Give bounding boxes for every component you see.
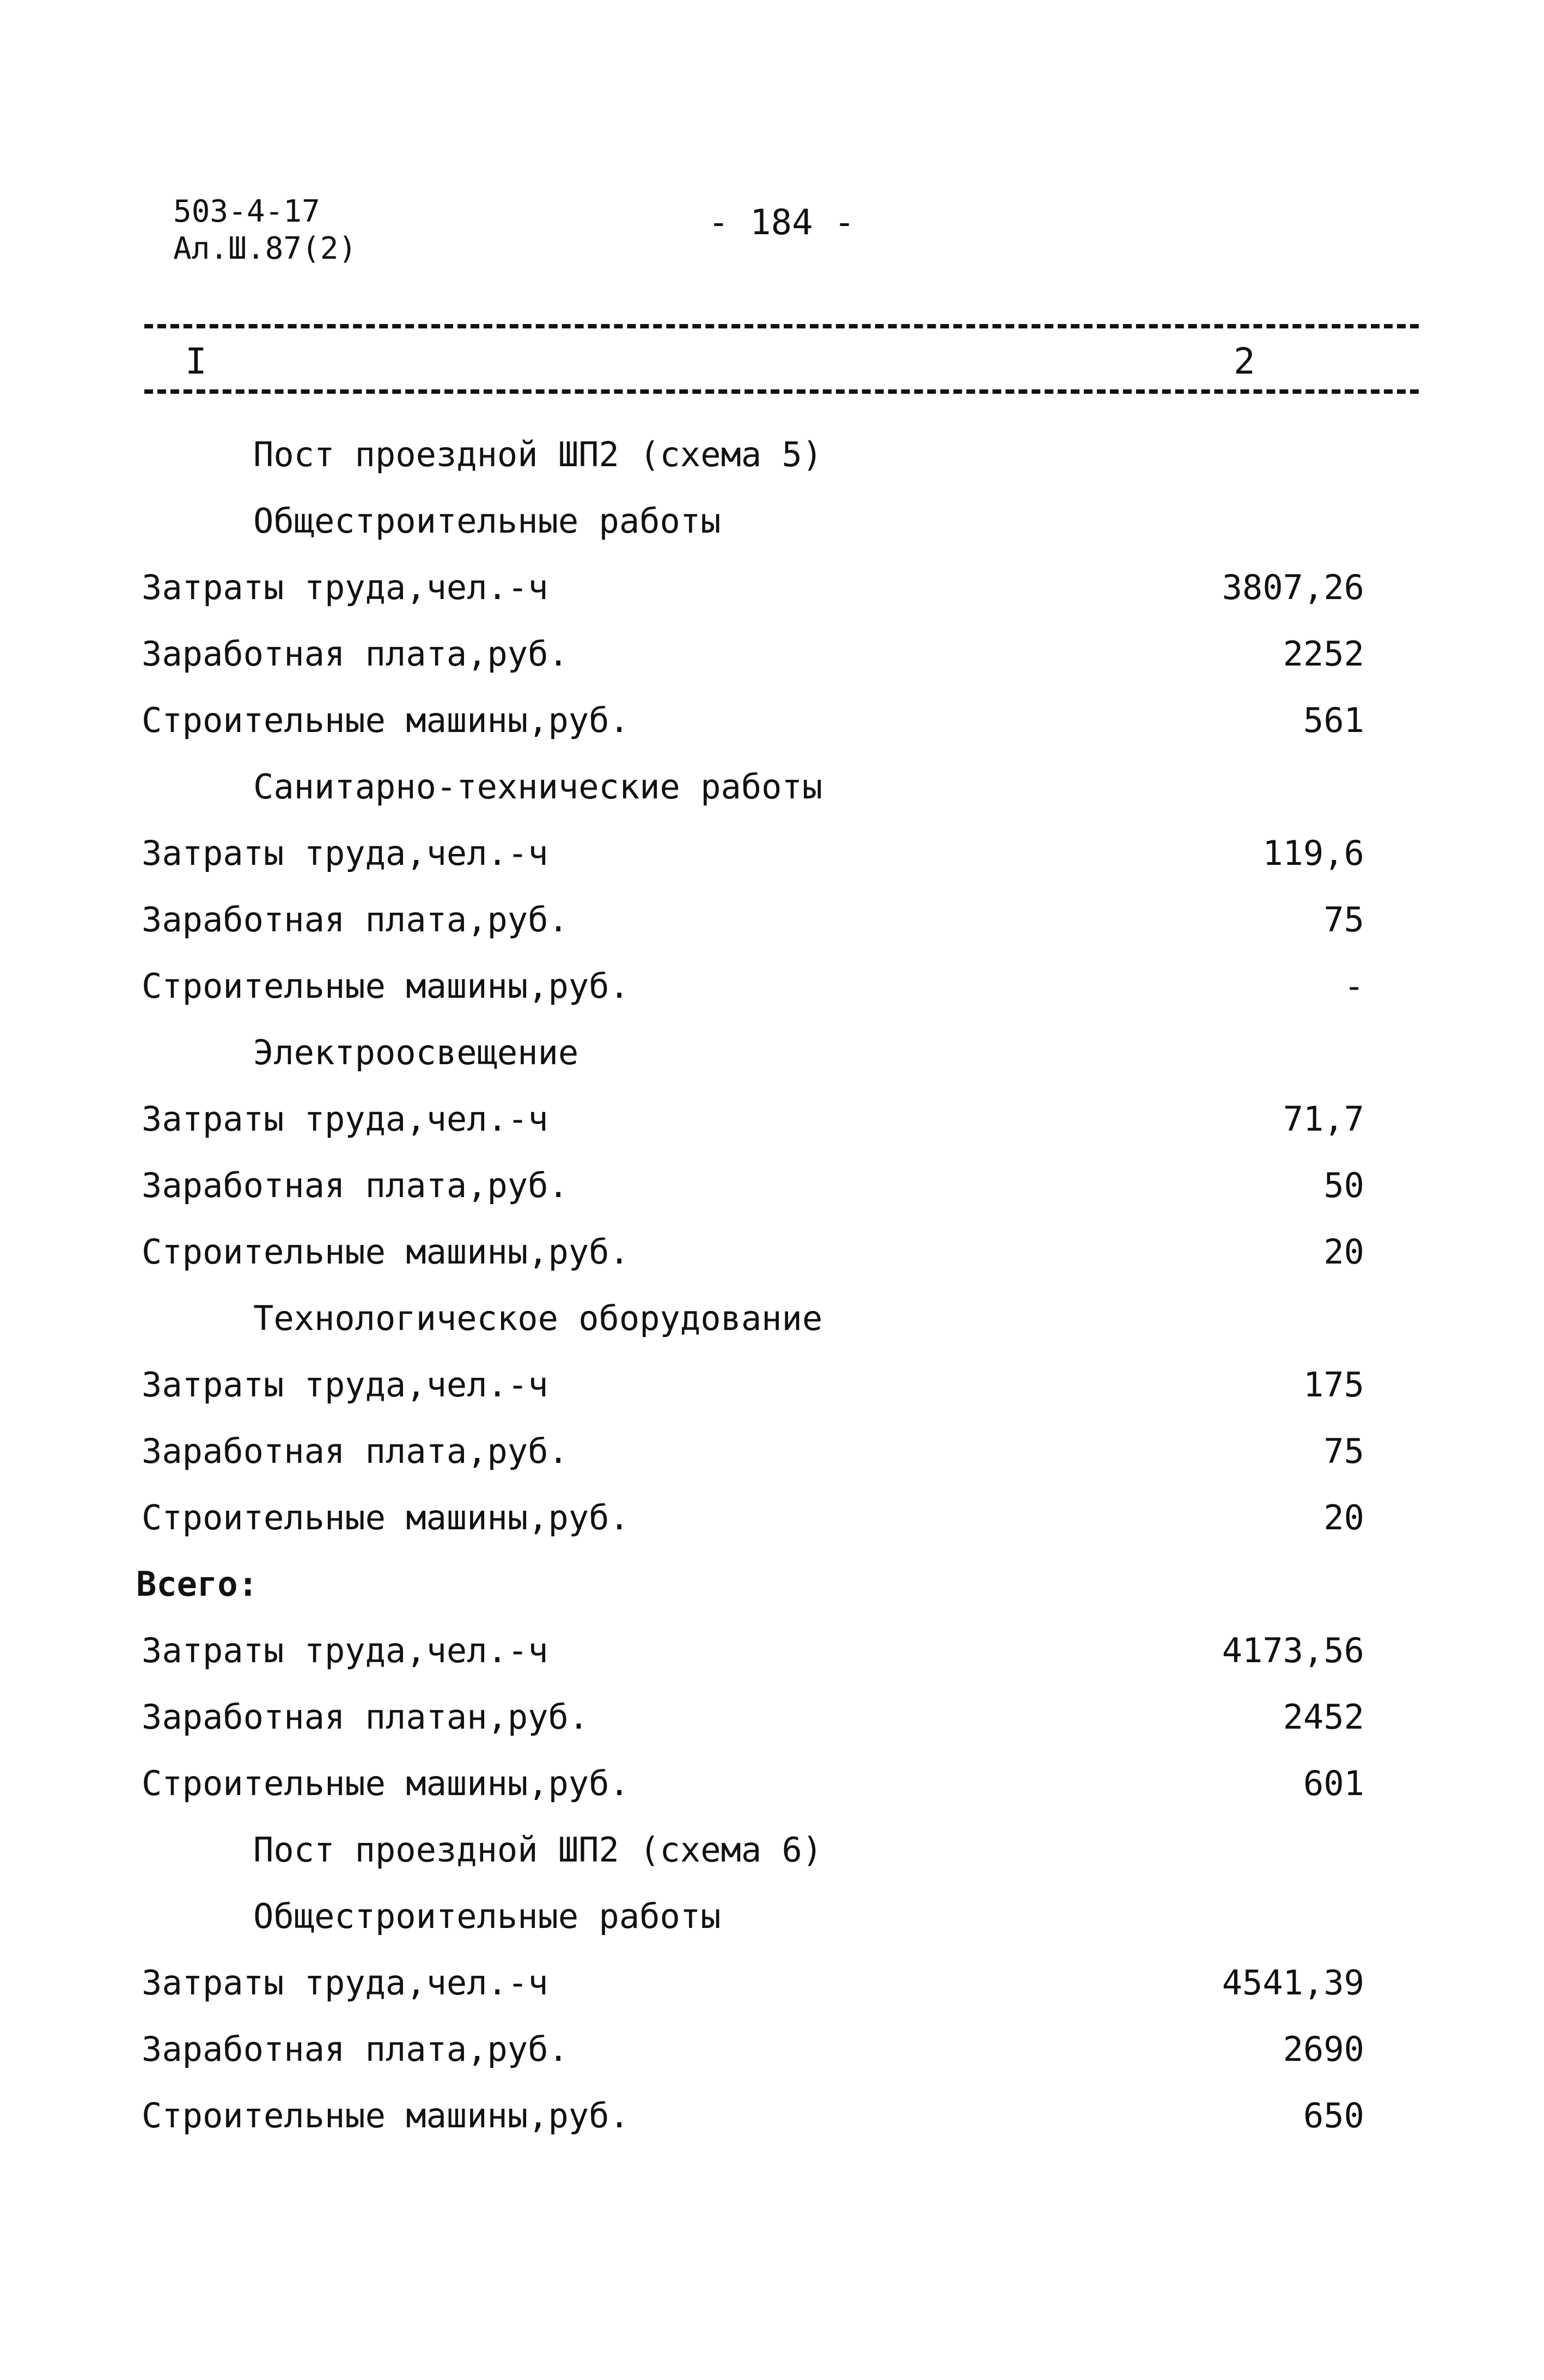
row-label: Общестроительные работы (253, 1896, 721, 1936)
table-row (0, 691, 1544, 757)
row-label: Затраты труда,чел.-ч (142, 1963, 548, 2003)
table-row (0, 1953, 1544, 2019)
column-header-2: 2 (1234, 340, 1255, 382)
table-row (0, 1156, 1544, 1222)
page-number: - 184 - (708, 203, 855, 243)
table-body (0, 425, 1544, 2152)
row-label: Строительные машины,руб. (142, 700, 630, 740)
document-code-line2: Ал.Ш.87(2) (173, 231, 357, 266)
row-label: Заработная плата,руб. (142, 634, 569, 674)
table-row (0, 1754, 1544, 1820)
row-label: Всего: (136, 1564, 258, 1604)
table-row (0, 956, 1544, 1023)
row-label: Заработная платан,руб. (142, 1697, 589, 1737)
row-label: Затраты труда,чел.-ч (142, 1631, 548, 1670)
row-value: 4541,39 (1222, 1963, 1364, 2003)
section-heading-row (0, 1887, 1544, 1953)
row-value: 50 (1323, 1165, 1364, 1205)
table-row (0, 2086, 1544, 2152)
row-label: Общестроительные работы (253, 501, 721, 541)
table-row (0, 1089, 1544, 1156)
total-heading-row (0, 1554, 1544, 1621)
row-value: 2252 (1283, 634, 1364, 674)
row-value: 4173,56 (1222, 1631, 1364, 1670)
row-label: Строительные машины,руб. (142, 2096, 630, 2135)
table-row (0, 1421, 1544, 1488)
section-heading-row (0, 1820, 1544, 1887)
row-value: 2452 (1283, 1697, 1364, 1737)
table-row (0, 1222, 1544, 1289)
document-code (173, 193, 357, 267)
row-value: 601 (1303, 1763, 1364, 1803)
row-label: Затраты труда,чел.-ч (142, 1099, 548, 1139)
row-label: Заработная плата,руб. (142, 2029, 569, 2069)
table-row (0, 1687, 1544, 1754)
row-value: 20 (1323, 1232, 1364, 1272)
section-heading-row (0, 491, 1544, 558)
table-row (0, 890, 1544, 956)
row-label: Пост проездной ШП2 (схема 5) (253, 435, 823, 474)
row-label: Затраты труда,чел.-ч (142, 1365, 548, 1405)
row-label: Пост проездной ШП2 (схема 6) (253, 1830, 823, 1870)
row-value: 71,7 (1283, 1099, 1364, 1139)
section-heading-row (0, 1289, 1544, 1355)
table-top-rule (144, 324, 1419, 328)
table-row (0, 823, 1544, 890)
section-heading-row (0, 425, 1544, 491)
row-label: Строительные машины,руб. (142, 1763, 630, 1803)
row-value: 75 (1323, 1431, 1364, 1471)
section-heading-row (0, 757, 1544, 823)
row-label: Санитарно-технические работы (253, 767, 823, 807)
row-label: Строительные машины,руб. (142, 1232, 630, 1272)
row-value: 561 (1303, 700, 1364, 740)
row-label: Строительные машины,руб. (142, 966, 630, 1006)
section-heading-row (0, 1023, 1544, 1089)
column-header-1: I (185, 340, 207, 382)
table-header-rule (144, 389, 1419, 394)
row-label: Затраты труда,чел.-ч (142, 567, 548, 607)
row-value: 75 (1323, 900, 1364, 939)
document-code-line1: 503-4-17 (173, 194, 320, 229)
row-label: Технологическое оборудование (253, 1298, 823, 1338)
table-row (0, 1355, 1544, 1421)
row-value: 3807,26 (1222, 567, 1364, 607)
table-row (0, 1621, 1544, 1687)
row-label: Электроосвещение (253, 1033, 579, 1072)
row-label: Заработная плата,руб. (142, 900, 569, 939)
row-value: 119,6 (1262, 833, 1364, 873)
row-value: - (1344, 966, 1364, 1006)
row-label: Заработная плата,руб. (142, 1165, 569, 1205)
row-value: 20 (1323, 1498, 1364, 1537)
row-value: 2690 (1283, 2029, 1364, 2069)
row-value: 650 (1303, 2096, 1364, 2135)
row-label: Заработная плата,руб. (142, 1431, 569, 1471)
row-label: Строительные машины,руб. (142, 1498, 630, 1537)
table-row (0, 1488, 1544, 1554)
table-row (0, 624, 1544, 691)
row-label: Затраты труда,чел.-ч (142, 833, 548, 873)
row-value: 175 (1303, 1365, 1364, 1405)
table-row (0, 558, 1544, 624)
table-row (0, 2019, 1544, 2086)
